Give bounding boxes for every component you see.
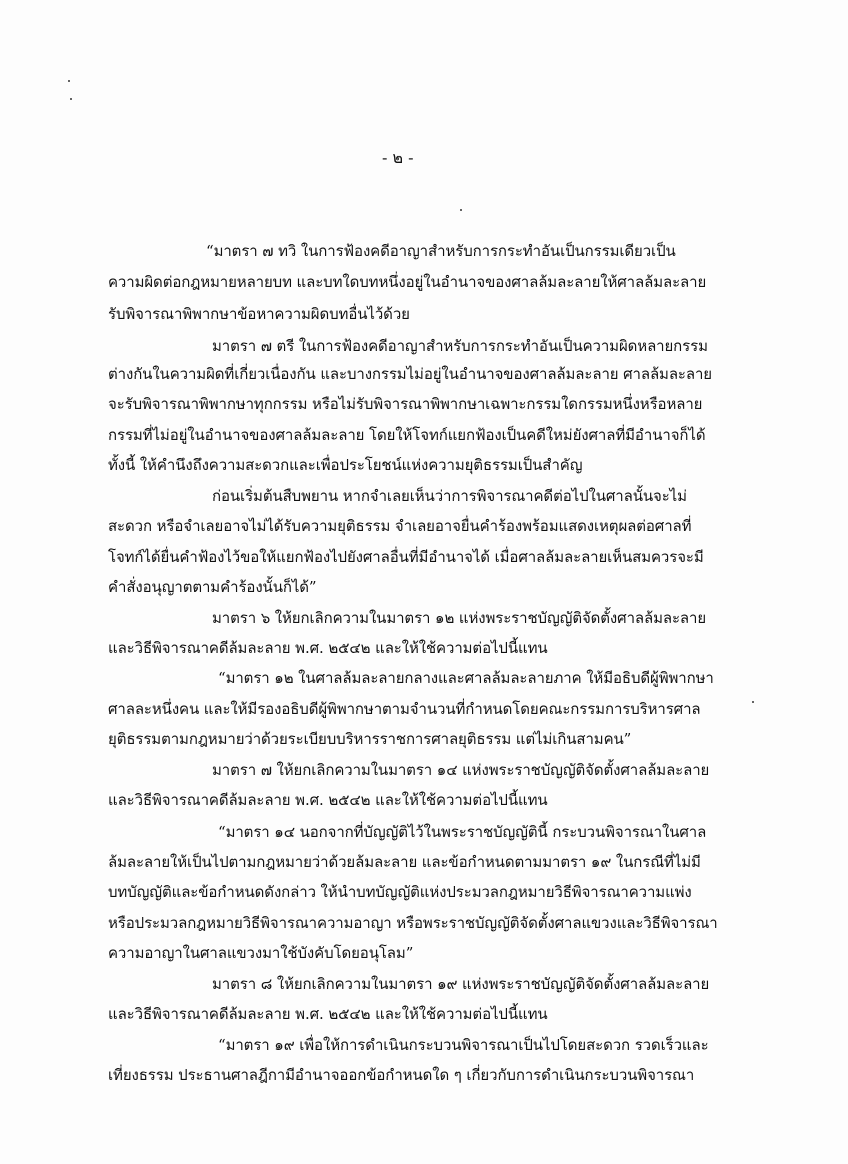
text-line: และวิธีพิจารณาคดีล้มละลาย พ.ศ. ๒๕๔๒ และให้ใช้ความต่อไปนี้แทน	[108, 1005, 548, 1023]
text-line: โจทก์ได้ยื่นคำฟ้องไว้ขอให้แยกฟ้องไปยังศาลอื่นที่มีอำนาจได้ เมื่อศาลล้มละลายเห็นสมควรจะมี	[108, 548, 704, 566]
text-line: เที่ยงธรรม ประธานศาลฎีกามีอำนาจออกข้อกำหนดใด ๆ เกี่ยวกับการดำเนินกระบวนพิจารณา	[108, 1066, 695, 1084]
scan-speck	[752, 701, 754, 703]
text-line: ยุติธรรมตามกฎหมายว่าด้วยระเบียบบริหารราชการศาลยุติธรรม แต่ไม่เกินสามคน”	[108, 730, 632, 748]
text-line: และวิธีพิจารณาคดีล้มละลาย พ.ศ. ๒๕๔๒ และให้ใช้ความต่อไปนี้แทน	[108, 791, 548, 809]
text-line: ต่างกันในความผิดที่เกี่ยวเนื่องกัน และบางกรรมไม่อยู่ในอำนาจของศาลล้มละลาย ศาลล้มละลาย	[108, 365, 712, 383]
text-line: กรรมที่ไม่อยู่ในอำนาจของศาลล้มละลาย โดยให้โจทก์แยกฟ้องเป็นคดีใหม่ยังศาลที่มีอำนาจก็ได้	[108, 426, 706, 444]
text-line: ทั้งนี้ ให้คำนึงถึงความสะดวกและเพื่อประโยชน์แห่งความยุติธรรมเป็นสำคัญ	[108, 456, 583, 474]
text-line: รับพิจารณาพิพากษาข้อหาความผิดบทอื่นไว้ด้วย	[108, 305, 410, 323]
text-line: ศาลละหนึ่งคน และให้มีรองอธิบดีผู้พิพากษาตามจำนวนที่กำหนดโดยคณะกรรมการบริหารศาล	[108, 700, 701, 718]
text-line: มาตรา ๖ ให้ยกเลิกความในมาตรา ๑๒ แห่งพระราชบัญญัติจัดตั้งศาลล้มละลาย	[212, 609, 707, 627]
text-line: บทบัญญัติและข้อกำหนดดังกล่าว ให้นำบทบัญญัติแห่งประมวลกฎหมายวิธีพิจารณาความแพ่ง	[108, 883, 692, 901]
text-line: “มาตรา ๑๙ เพื่อให้การดำเนินกระบวนพิจารณาเป็นไปโดยสะดวก รวดเร็วและ	[218, 1036, 709, 1054]
scan-speck	[70, 98, 72, 100]
text-line: และวิธีพิจารณาคดีล้มละลาย พ.ศ. ๒๕๔๒ และให้ใช้ความต่อไปนี้แทน	[108, 639, 548, 657]
text-line: สะดวก หรือจำเลยอาจไม่ได้รับความยุติธรรม จำเลยอาจยื่นคำร้องพร้อมแสดงเหตุผลต่อศาลที่	[108, 517, 692, 535]
text-line: มาตรา ๘ ให้ยกเลิกความในมาตรา ๑๙ แห่งพระราชบัญญัติจัดตั้งศาลล้มละลาย	[212, 975, 710, 993]
text-line: ก่อนเริ่มต้นสืบพยาน หากจำเลยเห็นว่าการพิจารณาคดีต่อไปในศาลนั้นจะไม่	[212, 487, 687, 505]
text-line: ความอาญาในศาลแขวงมาใช้บังคับโดยอนุโลม”	[108, 944, 414, 962]
text-line: จะรับพิจารณาพิพากษาทุกกรรม หรือไม่รับพิจารณาพิพากษาเฉพาะกรรมใดกรรมหนึ่งหรือหลาย	[108, 395, 703, 413]
text-line: ล้มละลายให้เป็นไปตามกฎหมายว่าด้วยล้มละลาย และข้อกำหนดตามมาตรา ๑๙ ในกรณีที่ไม่มี	[108, 853, 701, 871]
text-line: มาตรา ๗ ให้ยกเลิกความในมาตรา ๑๔ แห่งพระราชบัญญัติจัดตั้งศาลล้มละลาย	[212, 761, 710, 779]
text-line: “มาตรา ๑๔ นอกจากที่บัญญัติไว้ในพระราชบัญญัตินี้ กระบวนพิจารณาในศาล	[218, 823, 707, 841]
page-number: - ๒ -	[382, 148, 414, 167]
text-line: “มาตรา ๑๒ ในศาลล้มละลายกลางและศาลล้มละลายภาค ให้มีอธิบดีผู้พิพากษา	[218, 669, 714, 687]
text-line: “มาตรา ๗ ทวิ ในการฟ้องคดีอาญาสำหรับการกระทำอันเป็นกรรมเดียวเป็น	[206, 242, 676, 260]
scan-speck	[460, 209, 462, 211]
text-line: มาตรา ๗ ตรี ในการฟ้องคดีอาญาสำหรับการกระทำอันเป็นความผิดหลายกรรม	[212, 337, 708, 355]
text-line: หรือประมวลกฎหมายวิธีพิจารณาความอาญา หรือพระราชบัญญัติจัดตั้งศาลแขวงและวิธีพิจารณา	[108, 914, 718, 932]
scan-speck	[68, 80, 70, 82]
text-line: ความผิดต่อกฎหมายหลายบท และบทใดบทหนึ่งอยู่ในอำนาจของศาลล้มละลายให้ศาลล้มละลาย	[108, 273, 707, 291]
text-line: คำสั่งอนุญาตตามคำร้องนั้นก็ได้”	[108, 578, 317, 596]
